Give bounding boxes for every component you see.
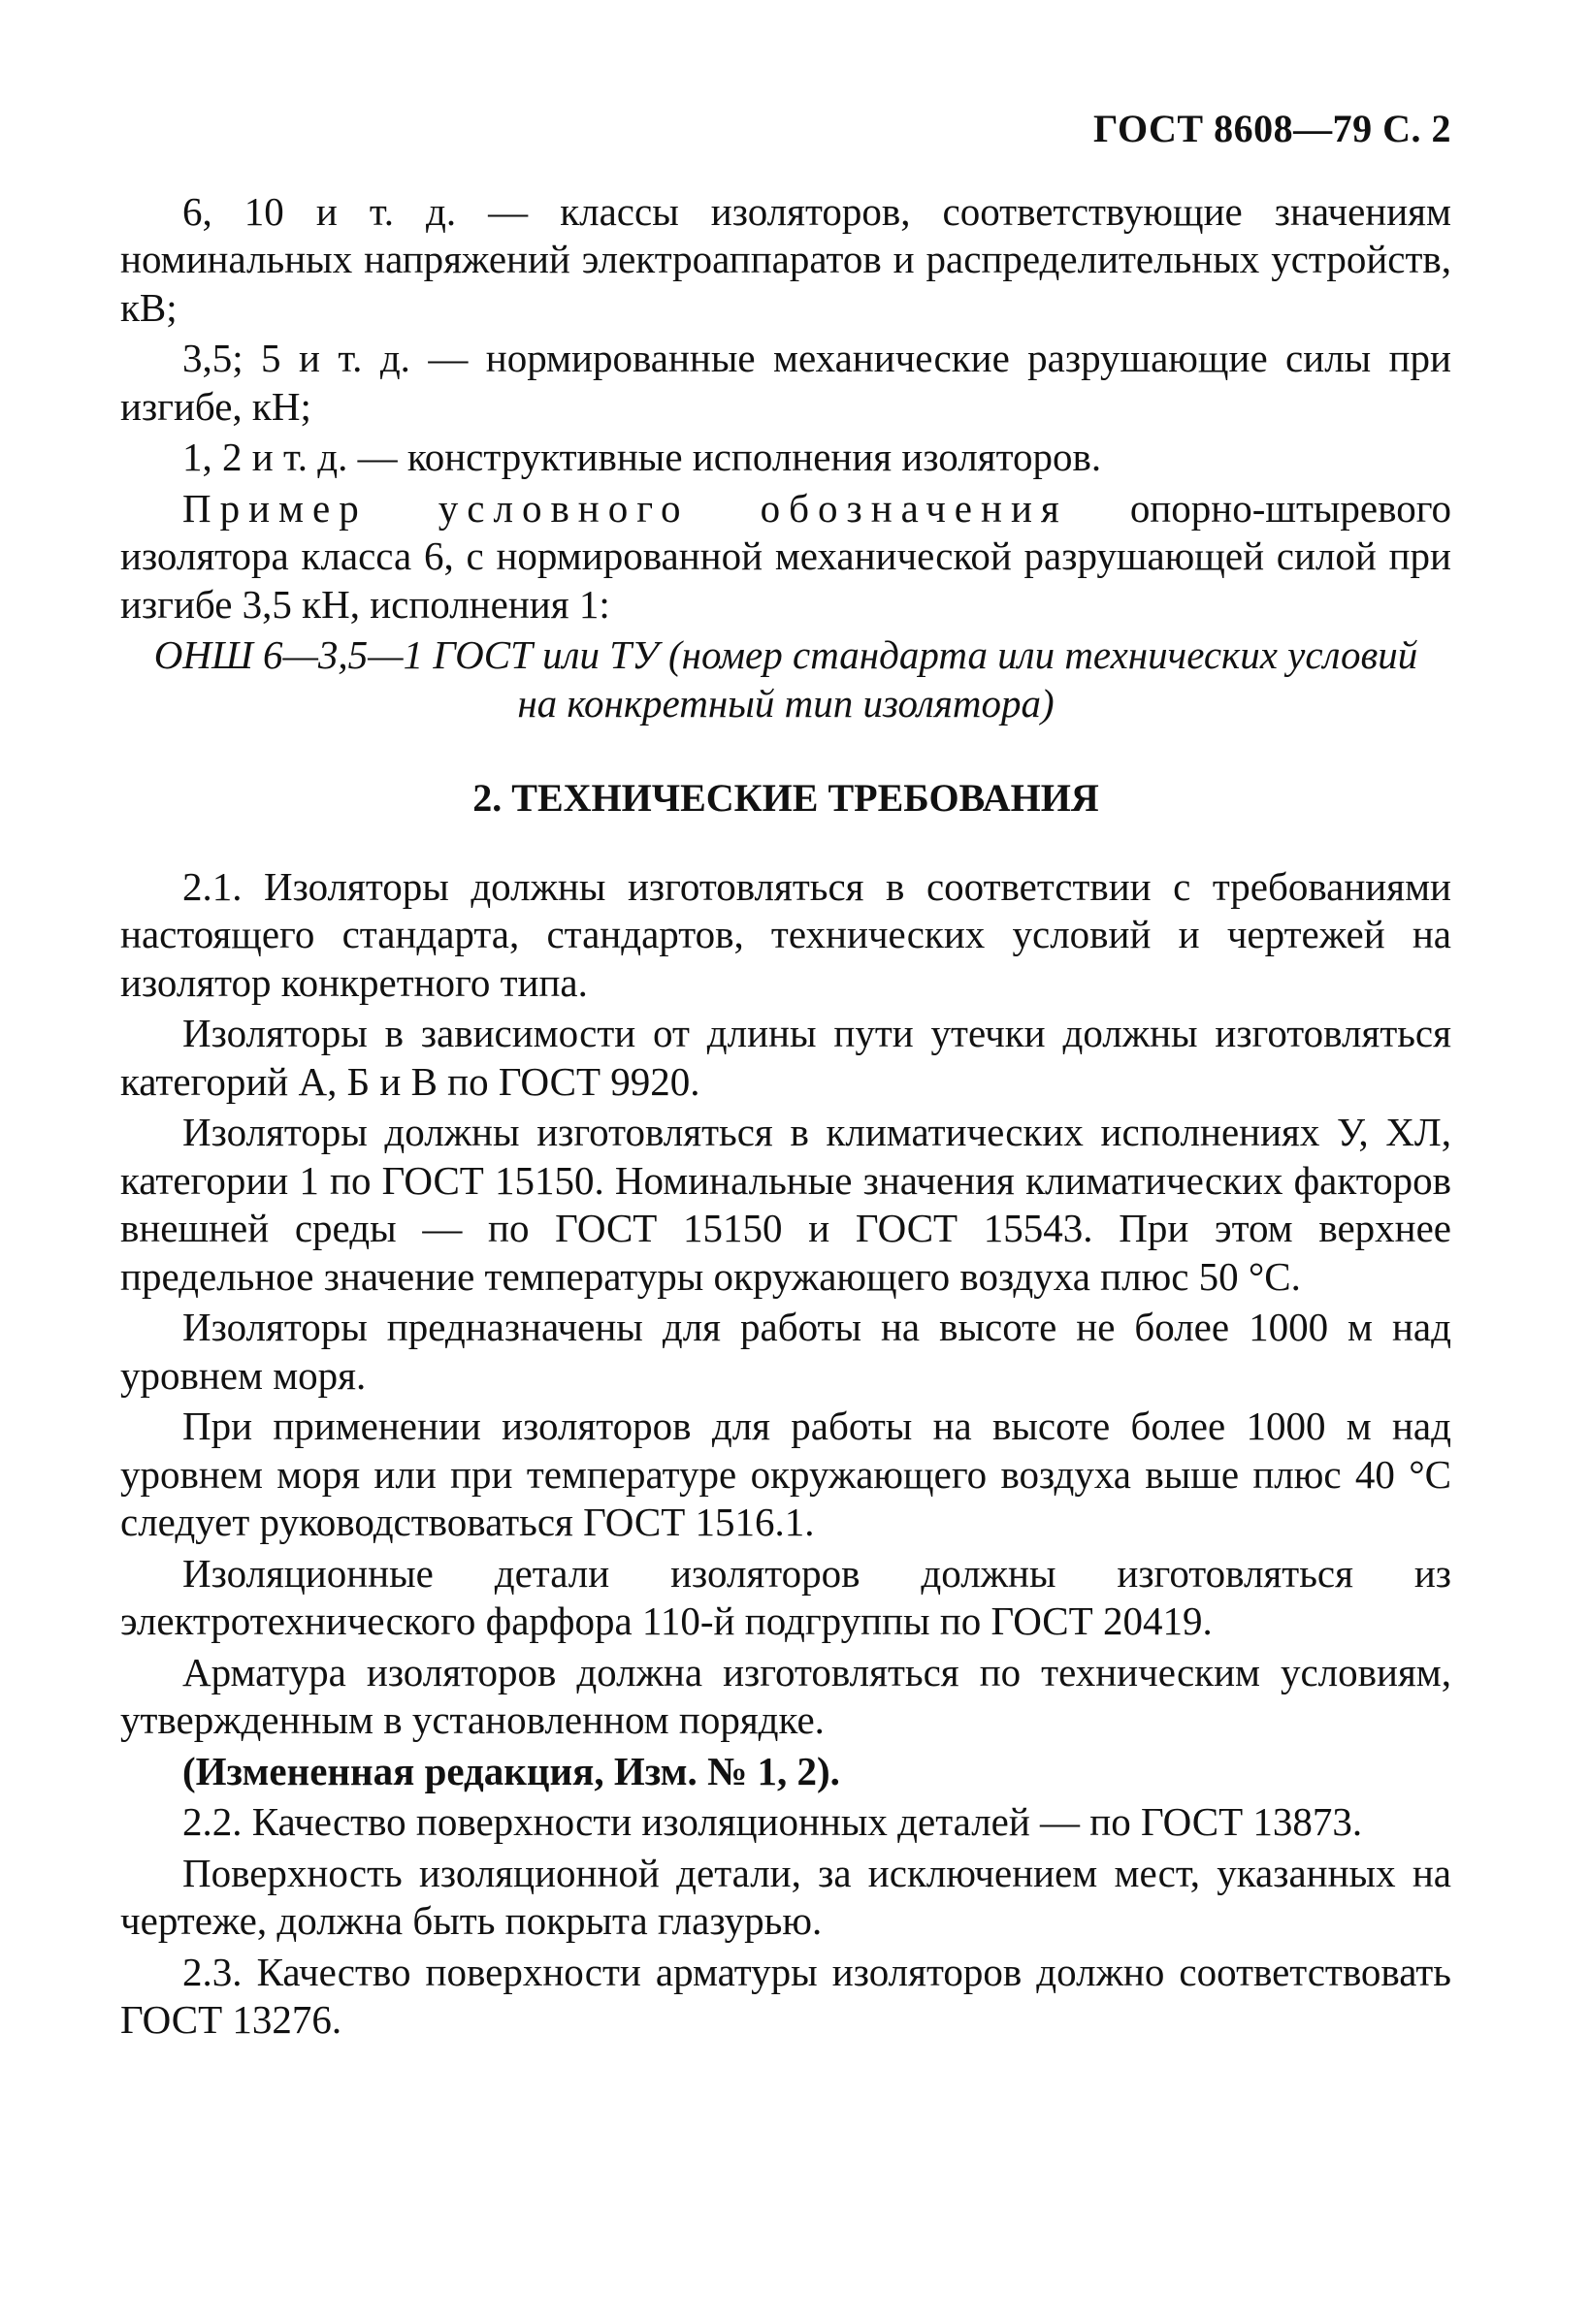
page-header: ГОСТ 8608—79 С. 2 [1092, 107, 1451, 150]
example-rest: опорно-штыревого изолятора класса 6, с нормированной механической разрушающей силой при изгибе 3,5 кН, исполнения 1: [120, 485, 1451, 627]
paragraph-forces: 3,5; 5 и т. д. — нормированные механические разрушающие силы при изгибе, кН; [120, 336, 1451, 429]
document-page [120, 105, 1451, 2048]
paragraph-fittings: Арматура изоляторов должна изготовляться по техническим условиям, утвержденным в установленном порядке. [120, 1649, 1451, 1742]
example-lead: Пример условного обозначения [182, 485, 1068, 531]
example-designation: ОНШ 6—3,5—1 ГОСТ или ТУ (номер стандарта или технических условий на конкретный тип изолятора) [153, 632, 1418, 726]
paragraph-altitude: Изоляторы предназначены для работы на высоте не более 1000 м над уровнем моря. [120, 1305, 1451, 1398]
paragraph-climatic: Изоляторы должны изготовляться в климатических исполнениях У, ХЛ, категории 1 по ГОСТ 15150. Номинальные значения климатических факторов внешней среды — по ГОСТ 15150 и ГОСТ 15543. При этом верхнее предельное значение температуры окружающего воздуха плюс 50 °С. [120, 1110, 1451, 1299]
paragraph-2-3: 2.3. Качество поверхности арматуры изоляторов должно соответствовать ГОСТ 13276. [120, 1949, 1451, 2042]
paragraph-leakage: Изоляторы в зависимости от длины пути утечки должны изготовляться категорий А, Б и В по ГОСТ 9920. [120, 1011, 1451, 1104]
paragraph-versions: 1, 2 и т. д. — конструктивные исполнения изоляторов. [182, 435, 1102, 479]
paragraph-classes: 6, 10 и т. д. — классы изоляторов, соответствующие значениям номинальных напряжений электроаппаратов и распределительных устройств, кВ; [120, 188, 1451, 330]
paragraph-example [120, 485, 1451, 629]
paragraph-glaze: Поверхность изоляционной детали, за исключением мест, указанных на чертеже, должна быть покрыта глазурью. [120, 1850, 1451, 1943]
paragraph-altitude-above: При применении изоляторов для работы на высоте более 1000 м над уровнем моря или при температуре окружающего воздуха выше плюс 40 °С следует руководствоваться ГОСТ 1516.1. [120, 1404, 1451, 1544]
section-title: 2. ТЕХНИЧЕСКИЕ ТРЕБОВАНИЯ [472, 776, 1099, 820]
paragraph-porcelain: Изоляционные детали изоляторов должны изготовляться из электротехнического фарфора 110-й подгруппы по ГОСТ 20419. [120, 1550, 1451, 1643]
paragraph-2-1: 2.1. Изоляторы должны изготовляться в соответствии с требованиями настоящего стандарта, стандартов, технических условий и чертежей на изолятор конкретного типа. [120, 863, 1451, 1005]
amendment-note: (Измененная редакция, Изм. № 1, 2). [182, 1748, 840, 1793]
paragraph-2-2: 2.2. Качество поверхности изоляционных деталей — по ГОСТ 13873. [182, 1799, 1363, 1844]
